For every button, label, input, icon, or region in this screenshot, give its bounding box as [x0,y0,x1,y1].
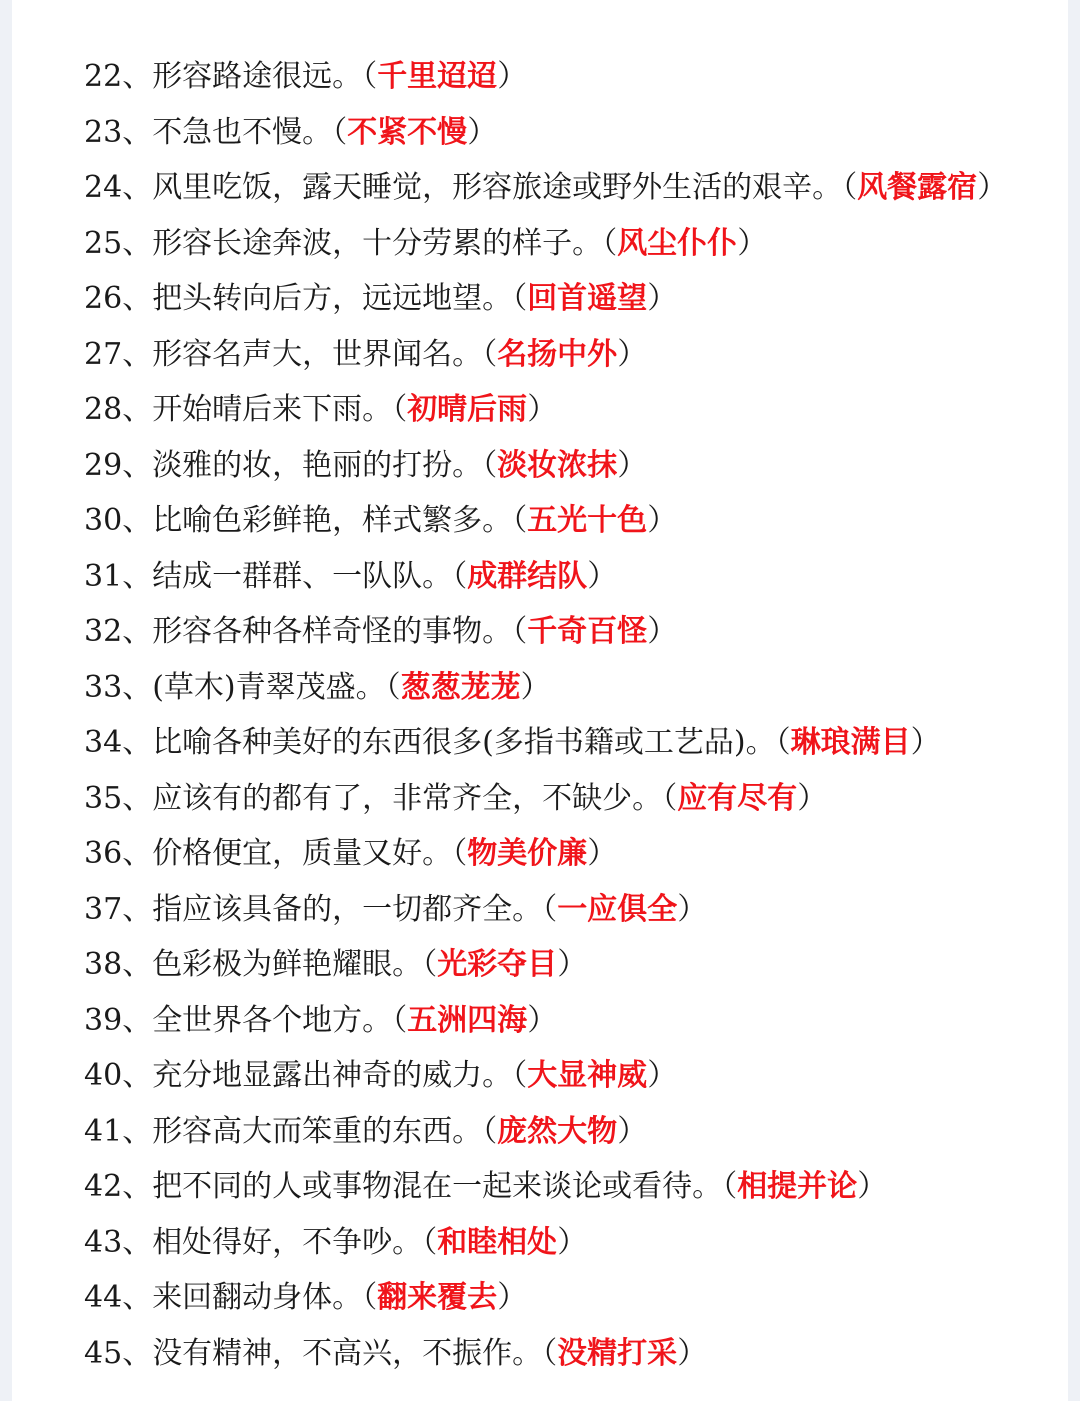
item-separator: 、 [122,281,153,316]
item-number: 26 [84,281,123,316]
item-separator: 、 [122,336,153,372]
item-definition: 风里吃饭，露天睡觉，形容旅途或野外生活的艰辛。 [152,170,843,205]
item-definition: 把头转向后方，远远地望。 [152,281,513,316]
close-paren: ） [677,891,708,927]
open-paren: （ [512,1058,528,1093]
list-item [84,382,1064,438]
item-answer: 光彩夺目 [437,947,558,982]
item-answer: 没精打采 [557,1335,678,1371]
open-paren: （ [482,1113,498,1149]
list-item [84,882,1064,938]
item-separator: 、 [122,614,153,649]
list-item [84,493,1064,549]
close-paren: ） [797,780,828,816]
item-definition: 没有精神，不高兴，不振作。 [152,1335,543,1371]
list-item [84,271,1064,327]
close-paren: ） [467,114,498,150]
item-definition: 形容各种各样奇怪的事物。 [152,614,513,649]
item-definition: 比喻色彩鲜艳，样式繁多。 [152,503,513,538]
document-page [12,0,1068,1401]
item-number: 43 [84,1224,123,1260]
open-paren: （ [662,780,678,816]
item-answer: 千奇百怪 [527,614,648,649]
list-item [84,993,1064,1049]
item-separator: 、 [122,1058,153,1093]
item-number: 41 [84,1113,123,1149]
item-separator: 、 [122,1280,153,1315]
open-paren: （ [362,59,378,94]
item-number: 37 [84,891,123,927]
item-separator: 、 [122,447,153,483]
close-paren: ） [557,1224,588,1260]
item-separator: 、 [122,780,153,816]
item-answer: 一应俱全 [557,891,678,927]
item-number: 22 [84,59,123,94]
list-item [84,715,1064,771]
item-number: 34 [84,725,123,760]
item-separator: 、 [122,1002,153,1038]
item-separator: 、 [122,947,153,982]
item-answer: 应有尽有 [677,780,798,816]
item-separator: 、 [122,114,153,150]
item-separator: 、 [122,558,153,594]
close-paren: ） [647,281,678,316]
list-item [84,216,1064,272]
item-number: 28 [84,392,123,427]
item-number: 38 [84,947,123,982]
item-number: 25 [84,225,123,261]
item-definition: 形容路途很远。 [152,59,363,94]
list-item [84,438,1064,494]
item-number: 29 [84,447,123,483]
close-paren: ） [977,170,1008,205]
open-paren: （ [422,1224,438,1260]
close-paren: ） [527,392,558,427]
item-answer: 物美价廉 [467,836,588,871]
close-paren: ） [647,503,678,538]
item-number: 40 [84,1058,123,1093]
open-paren: （ [512,503,528,538]
list-item [84,160,1064,216]
open-paren: （ [392,1002,408,1038]
item-definition: 指应该具备的，一切都齐全。 [152,891,543,927]
item-answer: 大显神威 [527,1058,648,1093]
open-paren: （ [602,225,618,261]
close-paren: ） [617,336,648,372]
open-paren: （ [542,891,558,927]
item-answer: 成群结队 [467,558,588,594]
item-separator: 、 [122,170,153,205]
open-paren: （ [452,836,468,871]
item-answer: 和睦相处 [437,1224,558,1260]
item-number: 42 [84,1169,123,1204]
open-paren: （ [422,947,438,982]
item-number: 31 [84,558,123,594]
item-answer: 风餐露宿 [857,170,978,205]
close-paren: ） [587,558,618,594]
close-paren: ） [527,1002,558,1038]
item-number: 35 [84,780,123,816]
item-separator: 、 [122,392,153,427]
item-answer: 葱葱茏茏 [400,669,521,705]
item-number: 27 [84,336,123,372]
item-number: 30 [84,503,123,538]
list-item [84,49,1064,105]
item-number: 44 [84,1280,123,1315]
open-paren: （ [362,1280,378,1315]
item-separator: 、 [122,891,153,927]
open-paren: （ [482,447,498,483]
item-answer: 相提并论 [737,1169,858,1204]
item-definition: 形容高大而笨重的东西。 [152,1113,483,1149]
item-number: 24 [84,170,123,205]
open-paren: （ [775,725,791,760]
close-paren: ） [587,836,618,871]
open-paren: （ [332,114,348,150]
close-paren: ） [497,1280,528,1315]
list-item [84,1104,1064,1160]
item-number: 39 [84,1002,123,1038]
list-item [84,604,1064,660]
open-paren: （ [722,1169,738,1204]
item-answer: 回首遥望 [527,281,648,316]
close-paren: ） [520,669,551,705]
list-item [84,549,1064,605]
close-paren: ） [647,614,678,649]
item-definition: 价格便宜，质量又好。 [152,836,453,871]
close-paren: ） [617,447,648,483]
item-definition: 把不同的人或事物混在一起来谈论或看待。 [152,1169,723,1204]
item-definition: 充分地显露出神奇的威力。 [152,1058,513,1093]
open-paren: （ [452,558,468,594]
item-separator: 、 [122,1224,153,1260]
item-number: 33 [84,669,123,705]
item-answer: 五洲四海 [407,1002,528,1038]
open-paren: （ [482,336,498,372]
item-definition: 结成一群群、一队队。 [152,558,453,594]
item-separator: 、 [122,503,153,538]
close-paren: ） [910,725,941,760]
close-paren: ） [557,947,588,982]
item-separator: 、 [122,1335,153,1371]
open-paren: （ [385,669,401,705]
close-paren: ） [497,59,528,94]
list-item [84,1326,1064,1382]
item-answer: 翻来覆去 [377,1280,498,1315]
item-definition: 相处得好，不争吵。 [152,1224,423,1260]
item-separator: 、 [122,1169,153,1204]
idiom-list [84,49,1064,1381]
list-item [84,826,1064,882]
list-item [84,1270,1064,1326]
item-definition: 来回翻动身体。 [152,1280,363,1315]
open-paren: （ [842,170,858,205]
list-item [84,105,1064,161]
item-answer: 千里迢迢 [377,59,498,94]
item-answer: 淡妆浓抹 [497,447,618,483]
item-separator: 、 [122,59,153,94]
item-definition: 应该有的都有了，非常齐全，不缺少。 [152,780,663,816]
item-definition: 淡雅的妆，艳丽的打扮。 [152,447,483,483]
open-paren: （ [392,392,408,427]
item-answer: 庞然大物 [497,1113,618,1149]
item-number: 45 [84,1335,123,1371]
item-definition: 形容名声大，世界闻名。 [152,336,483,372]
list-item [84,1159,1064,1215]
item-answer: 琳琅满目 [790,725,911,760]
item-definition: 不急也不慢。 [152,114,333,150]
list-item [84,1215,1064,1271]
item-separator: 、 [122,836,153,871]
open-paren: （ [512,281,528,316]
item-definition: 色彩极为鲜艳耀眼。 [152,947,423,982]
open-paren: （ [542,1335,558,1371]
open-paren: （ [512,614,528,649]
close-paren: ） [617,1113,648,1149]
item-separator: 、 [122,225,153,261]
close-paren: ） [647,1058,678,1093]
item-definition: 比喻各种美好的东西很多(多指书籍或工艺品)。 [152,725,776,760]
item-definition: 形容长途奔波，十分劳累的样子。 [152,225,603,261]
list-item [84,660,1064,716]
item-separator: 、 [122,669,153,705]
close-paren: ） [677,1335,708,1371]
item-definition: 全世界各个地方。 [152,1002,393,1038]
item-answer: 五光十色 [527,503,648,538]
item-separator: 、 [122,725,153,760]
list-item [84,1048,1064,1104]
item-number: 36 [84,836,123,871]
list-item [84,327,1064,383]
item-answer: 名扬中外 [497,336,618,372]
item-answer: 不紧不慢 [347,114,468,150]
item-number: 32 [84,614,123,649]
close-paren: ） [737,225,768,261]
item-definition: 开始晴后来下雨。 [152,392,393,427]
item-separator: 、 [122,1113,153,1149]
list-item [84,937,1064,993]
item-number: 23 [84,114,123,150]
item-answer: 风尘仆仆 [617,225,738,261]
item-definition: (草木)青翠茂盛。 [152,669,386,705]
list-item [84,771,1064,827]
item-answer: 初晴后雨 [407,392,528,427]
close-paren: ） [857,1169,888,1204]
